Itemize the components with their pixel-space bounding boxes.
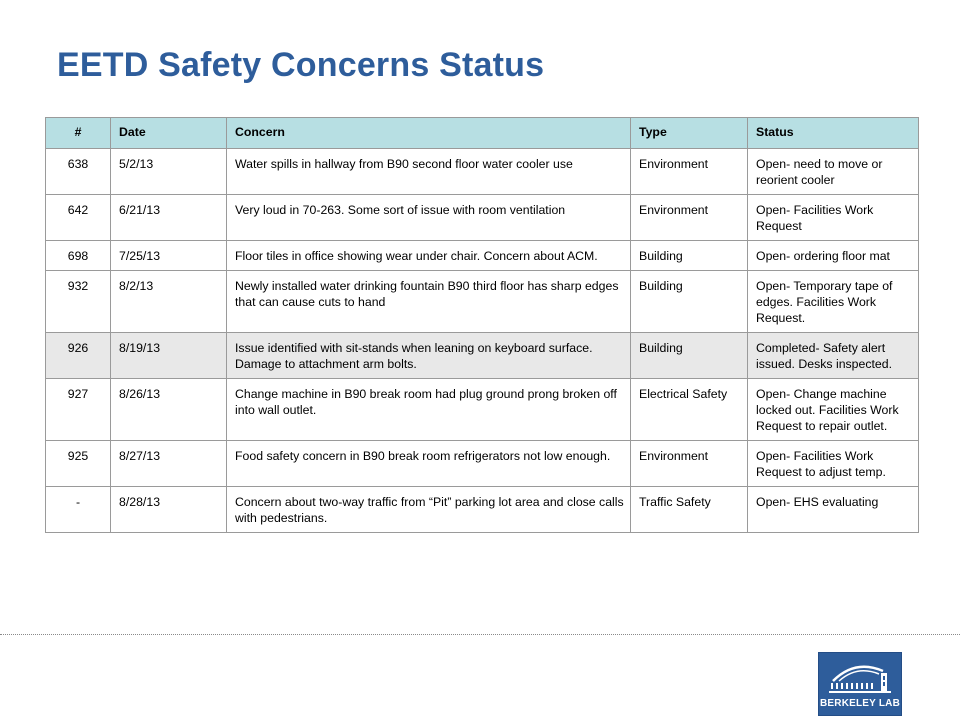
cell-type: Building xyxy=(631,271,748,333)
cell-status: Open- Facilities Work Request xyxy=(748,195,919,241)
cell-date: 5/2/13 xyxy=(111,149,227,195)
cell-concern: Food safety concern in B90 break room refrigerators not low enough. xyxy=(227,441,631,487)
cell-type: Environment xyxy=(631,195,748,241)
cell-type: Building xyxy=(631,241,748,271)
table-row xyxy=(46,271,919,333)
cell-date: 8/27/13 xyxy=(111,441,227,487)
cell-number: - xyxy=(46,487,111,533)
column-header-status: Status xyxy=(748,118,919,149)
cell-type: Building xyxy=(631,333,748,379)
cell-status: Open- ordering floor mat xyxy=(748,241,919,271)
cell-concern: Concern about two-way traffic from “Pit” parking lot area and close calls with pedestrians. xyxy=(227,487,631,533)
cell-number: 925 xyxy=(46,441,111,487)
column-header-number: # xyxy=(46,118,111,149)
cell-status: Open- Temporary tape of edges. Facilities Work Request. xyxy=(748,271,919,333)
cell-status: Open- Facilities Work Request to adjust temp. xyxy=(748,441,919,487)
cell-type: Environment xyxy=(631,149,748,195)
table-row xyxy=(46,487,919,533)
page-title: EETD Safety Concerns Status xyxy=(57,46,545,84)
cell-date: 6/21/13 xyxy=(111,195,227,241)
table-header-row xyxy=(46,118,919,149)
cell-type: Electrical Safety xyxy=(631,379,748,441)
column-header-type: Type xyxy=(631,118,748,149)
table-row xyxy=(46,149,919,195)
safety-concerns-table xyxy=(45,117,919,533)
cell-concern: Change machine in B90 break room had plug ground prong broken off into wall outlet. xyxy=(227,379,631,441)
cell-date: 8/28/13 xyxy=(111,487,227,533)
berkeley-lab-logo xyxy=(818,652,902,716)
cell-concern: Newly installed water drinking fountain B90 third floor has sharp edges that can cause cuts to hand xyxy=(227,271,631,333)
cell-date: 8/26/13 xyxy=(111,379,227,441)
cell-date: 7/25/13 xyxy=(111,241,227,271)
cell-number: 638 xyxy=(46,149,111,195)
cell-date: 8/2/13 xyxy=(111,271,227,333)
cell-type: Environment xyxy=(631,441,748,487)
cell-number: 926 xyxy=(46,333,111,379)
cell-concern: Water spills in hallway from B90 second floor water cooler use xyxy=(227,149,631,195)
footer-divider xyxy=(0,634,960,635)
table-row xyxy=(46,195,919,241)
berkeley-lab-emblem-icon xyxy=(825,657,895,697)
cell-concern: Very loud in 70-263. Some sort of issue with room ventilation xyxy=(227,195,631,241)
cell-date: 8/19/13 xyxy=(111,333,227,379)
column-header-date: Date xyxy=(111,118,227,149)
cell-number: 927 xyxy=(46,379,111,441)
table-row xyxy=(46,241,919,271)
berkeley-lab-logo-text: BERKELEY LAB xyxy=(819,698,900,709)
cell-status: Completed- Safety alert issued. Desks inspected. xyxy=(748,333,919,379)
table-row xyxy=(46,379,919,441)
cell-type: Traffic Safety xyxy=(631,487,748,533)
cell-status: Open- EHS evaluating xyxy=(748,487,919,533)
cell-status: Open- need to move or reorient cooler xyxy=(748,149,919,195)
cell-status: Open- Change machine locked out. Facilities Work Request to repair outlet. xyxy=(748,379,919,441)
cell-concern: Issue identified with sit-stands when leaning on keyboard surface. Damage to attachment arm bolts. xyxy=(227,333,631,379)
table-row-highlighted xyxy=(46,333,919,379)
cell-number: 932 xyxy=(46,271,111,333)
column-header-concern: Concern xyxy=(227,118,631,149)
cell-concern: Floor tiles in office showing wear under chair. Concern about ACM. xyxy=(227,241,631,271)
table-row xyxy=(46,441,919,487)
cell-number: 698 xyxy=(46,241,111,271)
cell-number: 642 xyxy=(46,195,111,241)
